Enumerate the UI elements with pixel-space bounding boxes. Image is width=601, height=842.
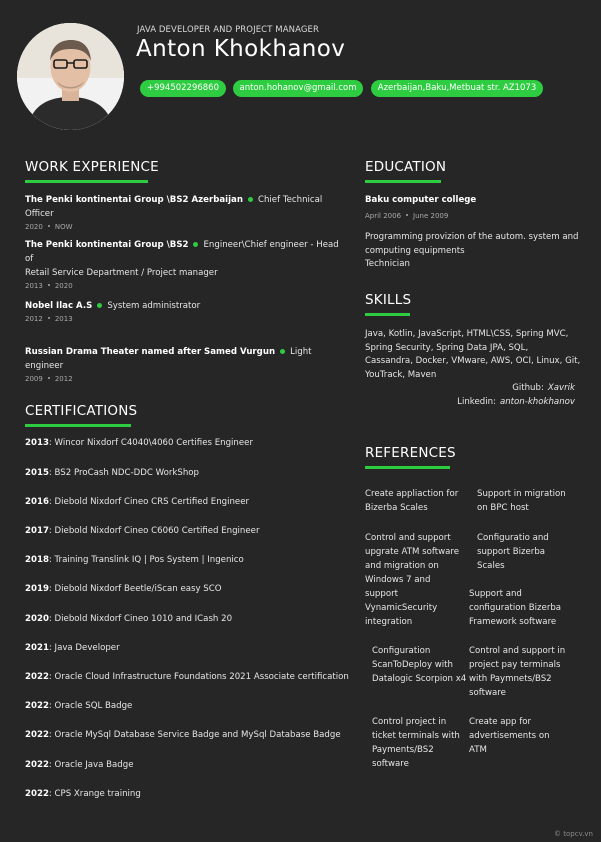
- reference-line: Configuration: [372, 646, 431, 656]
- cert-item: [25, 672, 349, 682]
- cert-year: 2013: [25, 438, 49, 448]
- work-item: [25, 193, 345, 231]
- skills-line: Cassandra, Docker, VMware, AWS, OCI, Linux, Git,: [365, 356, 581, 366]
- cert-item: [25, 584, 222, 594]
- cert-text: : Oracle Cloud Infrastructure Foundations 2021 Associate certification: [48, 672, 349, 682]
- cert-text: : BS2 ProCash NDC-DDC WorkShop: [48, 468, 199, 478]
- reference-line: upgrate ATM software: [365, 547, 460, 557]
- cert-text: : Wincor Nixdorf C4040\4060 Certifies Engineer: [48, 438, 253, 448]
- work-company: Nobel Ilac A.S: [25, 301, 93, 311]
- reference-line: and migration on: [365, 561, 439, 571]
- references-underline: [365, 466, 450, 469]
- reference-item: [469, 587, 561, 629]
- skills-heading: SKILLS: [365, 292, 412, 308]
- edu-desc-line: Programming provizion of the autom. system and: [365, 232, 579, 242]
- references-heading: REFERENCES: [365, 445, 456, 461]
- linkedin-link[interactable]: [457, 397, 575, 407]
- cert-year: 2021: [25, 643, 49, 653]
- reference-line: Windows 7 and: [365, 575, 431, 585]
- education-school: [365, 193, 476, 207]
- cert-year: 2016: [25, 497, 49, 507]
- work-experience-heading: WORK EXPERIENCE: [25, 159, 159, 175]
- reference-item: [469, 644, 565, 700]
- person-name: Anton Khokhanov: [136, 36, 346, 62]
- cert-text: : Oracle SQL Badge: [48, 701, 133, 711]
- github-label: Github:: [512, 383, 544, 393]
- email-pill[interactable]: anton.hohanov@gmail.com: [233, 80, 363, 97]
- edu-end: June 2009: [413, 212, 449, 220]
- work-item: [25, 345, 345, 383]
- reference-line: Scales: [477, 561, 505, 571]
- work-item: [25, 238, 345, 290]
- work-start: 2012: [25, 315, 43, 323]
- work-start: 2013: [25, 282, 43, 290]
- reference-line: Control project in: [372, 717, 447, 727]
- reference-item: [372, 715, 460, 771]
- reference-item: [365, 487, 458, 515]
- linkedin-label: Linkedin:: [457, 397, 496, 407]
- reference-line: ticket terminals with: [372, 731, 460, 741]
- work-role: System administrator: [107, 301, 201, 311]
- cert-text: : Diebold Nixdorf Cineo CRS Certified Engineer: [48, 497, 250, 507]
- reference-line: Configuratio and: [477, 533, 549, 543]
- work-start: 2009: [25, 375, 43, 383]
- skills-line: Spring Security, Spring Data JPA, SQL,: [365, 342, 529, 353]
- reference-line: Create app for: [469, 717, 532, 727]
- github-link[interactable]: [512, 383, 575, 393]
- cert-text: : Diebold Nixdorf Beetle/iScan easy SCO: [48, 584, 222, 594]
- reference-line: Framework software: [469, 617, 557, 627]
- reference-line: software: [372, 759, 409, 769]
- avatar: [17, 23, 124, 130]
- bullet-dot-icon: [193, 242, 198, 247]
- skills-line: Java, Kotlin, JavaScript, HTML\CSS, Spring MVC,: [365, 329, 569, 339]
- work-role: Light engineer: [25, 347, 312, 371]
- cert-year: 2022: [25, 730, 49, 740]
- work-role: Chief Technical Officer: [25, 195, 323, 219]
- cert-item: [25, 643, 120, 653]
- reference-line: Control and support: [365, 533, 451, 543]
- reference-line: Support in migration: [477, 489, 566, 499]
- reference-item: [372, 644, 466, 686]
- cert-item: [25, 526, 260, 536]
- work-role: Engineer\Chief engineer - Head of: [25, 240, 339, 264]
- edu-start: April 2006: [365, 212, 402, 220]
- work-start: 2020: [25, 223, 43, 231]
- reference-item: [477, 487, 566, 515]
- bullet-dot-icon: [280, 349, 285, 354]
- cert-year: 2020: [25, 614, 49, 624]
- profile-photo: [17, 23, 124, 130]
- skills-underline: [365, 313, 410, 316]
- cert-item: [25, 760, 134, 770]
- certifications-underline: [25, 424, 131, 427]
- reference-line: software: [469, 688, 506, 698]
- reference-line: Control and support in: [469, 646, 566, 656]
- cert-year: 2015: [25, 468, 49, 478]
- address-pill[interactable]: Azerbaijan,Baku,Metbuat str. AZ1073: [371, 80, 543, 97]
- work-end: 2013: [54, 315, 73, 323]
- cert-text: : CPS Xrange training: [48, 789, 141, 799]
- education-dates: [365, 212, 448, 220]
- reference-item: [469, 715, 550, 757]
- cert-item: [25, 468, 199, 478]
- work-end: NOW: [54, 223, 73, 231]
- cert-item: [25, 789, 141, 799]
- edu-desc-line: Technician: [365, 259, 410, 269]
- cert-text: : Diebold Nixdorf Cineo 1010 and ICash 20: [48, 614, 233, 624]
- reference-line: advertisements on: [469, 731, 550, 741]
- cert-year: 2018: [25, 555, 49, 565]
- reference-item: [477, 531, 549, 573]
- cert-text: : Oracle MySql Database Service Badge and MySql Database Badge: [48, 730, 341, 740]
- cert-item: [25, 555, 244, 565]
- skills-list: [365, 328, 590, 382]
- reference-line: VynamicSecurity: [365, 603, 438, 613]
- bullet-dot-icon: [248, 197, 253, 202]
- cert-year: 2022: [25, 760, 49, 770]
- school-name: Baku computer college: [365, 195, 477, 205]
- cert-text: : Oracle Java Badge: [48, 760, 134, 770]
- cert-year: 2017: [25, 526, 49, 536]
- certifications-heading: CERTIFICATIONS: [25, 403, 138, 419]
- reference-line: integration: [365, 617, 413, 627]
- cert-item: [25, 614, 232, 624]
- cert-item: [25, 730, 341, 740]
- education-description: [365, 231, 585, 272]
- reference-line: ATM: [469, 745, 487, 755]
- cert-text: : Diebold Nixdorf Cineo C6060 Certified Engineer: [48, 526, 260, 536]
- work-role-continued: Retail Service Department / Project manager: [25, 268, 218, 278]
- reference-line: project pay terminals: [469, 660, 561, 670]
- edu-desc-line: computing equipments: [365, 245, 465, 256]
- reference-line: support: [365, 589, 398, 599]
- github-value[interactable]: Xavrik: [547, 383, 575, 393]
- education-heading: EDUCATION: [365, 159, 447, 175]
- cert-year: 2019: [25, 584, 49, 594]
- cert-year: 2022: [25, 701, 49, 711]
- work-company: The Penki kontinentai Group \BS2: [25, 240, 189, 250]
- work-end: 2012: [54, 375, 73, 383]
- reference-line: support Bizerba: [477, 547, 546, 557]
- cert-text: : Training Translink IQ | Pos System | Ingenico: [48, 555, 244, 565]
- work-company: Russian Drama Theater named after Samed Vurgun: [25, 347, 276, 357]
- reference-item: [365, 531, 459, 629]
- work-item: [25, 299, 345, 323]
- reference-line: Support and: [469, 589, 522, 599]
- work-end: 2020: [54, 282, 73, 290]
- cert-item: [25, 438, 253, 448]
- work-experience-underline: [25, 180, 148, 183]
- bullet-dot-icon: [97, 303, 102, 308]
- phone-pill[interactable]: +994502296860: [140, 80, 226, 97]
- education-underline: [365, 180, 441, 183]
- job-title: JAVA DEVELOPER AND PROJECT MANAGER: [137, 25, 320, 35]
- reference-line: with Paymnets/BS2: [469, 674, 552, 684]
- reference-line: on BPC host: [477, 503, 529, 513]
- cert-text: : Java Developer: [48, 643, 120, 653]
- linkedin-value[interactable]: anton-khokhanov: [499, 397, 575, 407]
- cert-item: [25, 701, 132, 711]
- reference-line: configuration Bizerba: [469, 603, 562, 613]
- reference-line: ScanToDeploy with: [372, 660, 453, 670]
- skills-line: YouTrack, Maven: [365, 369, 437, 380]
- reference-line: Create appliaction for: [365, 489, 459, 499]
- cert-item: [25, 497, 249, 507]
- cert-year: 2022: [25, 789, 49, 799]
- cert-year: 2022: [25, 672, 49, 682]
- watermark: © topcv.vn: [554, 830, 593, 838]
- reference-line: Bizerba Scales: [365, 503, 428, 513]
- reference-line: Datalogic Scorpion x4: [372, 674, 467, 684]
- reference-line: Payments/BS2: [372, 745, 434, 755]
- work-company: The Penki kontinentai Group \BS2 Azerbaijan: [25, 195, 243, 205]
